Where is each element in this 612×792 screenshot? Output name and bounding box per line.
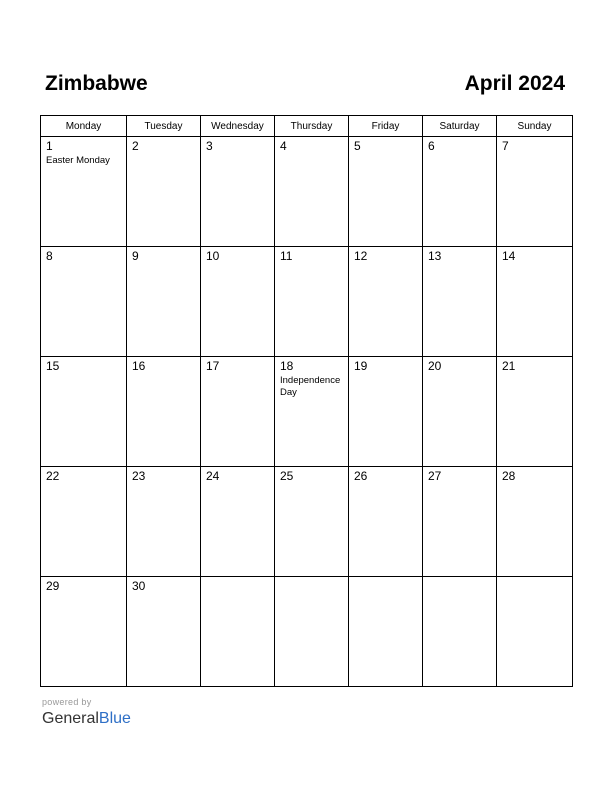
day-number: 9 [132, 249, 139, 263]
day-cell [127, 577, 201, 687]
day-cell [41, 247, 127, 357]
weekday-header: Saturday [423, 116, 497, 137]
day-number: 13 [428, 249, 442, 263]
day-number: 1 [46, 139, 53, 153]
country-title: Zimbabwe [45, 72, 148, 95]
day-cell [423, 247, 497, 357]
week-row [41, 357, 573, 467]
weekday-header: Sunday [497, 116, 573, 137]
day-cell [497, 247, 573, 357]
day-number: 23 [132, 469, 146, 483]
day-cell [423, 137, 497, 247]
powered-by-text: powered by [42, 697, 92, 707]
day-cell [497, 467, 573, 577]
day-cell [349, 467, 423, 577]
empty-day-cell [275, 577, 349, 687]
day-number: 18 [280, 359, 294, 373]
weekday-header: Thursday [275, 116, 349, 137]
day-number: 3 [206, 139, 213, 153]
day-number: 28 [502, 469, 516, 483]
week-row [41, 137, 573, 247]
day-number: 5 [354, 139, 361, 153]
day-number: 17 [206, 359, 220, 373]
day-number: 11 [280, 249, 293, 263]
day-cell [201, 247, 275, 357]
day-cell [41, 357, 127, 467]
day-cell [497, 357, 573, 467]
day-cell [275, 467, 349, 577]
logo-blue-text: Blue [98, 710, 131, 727]
day-number: 4 [280, 139, 287, 153]
weekday-header: Wednesday [201, 116, 275, 137]
empty-day-cell [423, 577, 497, 687]
day-cell [41, 577, 127, 687]
weekday-header: Friday [349, 116, 423, 137]
day-cell [349, 247, 423, 357]
holiday-label: Independence Day [280, 375, 341, 398]
day-cell [201, 357, 275, 467]
day-cell [41, 137, 127, 247]
day-number: 19 [354, 359, 368, 373]
week-row [41, 247, 573, 357]
weekday-header: Monday [41, 116, 127, 137]
day-cell [127, 357, 201, 467]
day-cell [349, 357, 423, 467]
day-number: 16 [132, 359, 146, 373]
day-number: 7 [502, 139, 509, 153]
day-number: 2 [132, 139, 139, 153]
day-number: 20 [428, 359, 442, 373]
day-cell [349, 137, 423, 247]
day-number: 27 [428, 469, 442, 483]
week-row [41, 577, 573, 687]
day-number: 25 [280, 469, 294, 483]
day-cell [423, 467, 497, 577]
day-number: 29 [46, 579, 60, 593]
day-number: 22 [46, 469, 60, 483]
day-number: 14 [502, 249, 516, 263]
day-cell [275, 137, 349, 247]
day-cell [127, 247, 201, 357]
day-cell [41, 467, 127, 577]
logo-general-text: General [42, 710, 99, 727]
empty-day-cell [497, 577, 573, 687]
day-number: 30 [132, 579, 146, 593]
weekday-header: Tuesday [127, 116, 201, 137]
weekday-header-row [41, 116, 573, 137]
day-cell [201, 467, 275, 577]
day-cell [423, 357, 497, 467]
day-number: 6 [428, 139, 435, 153]
day-cell [127, 137, 201, 247]
day-number: 26 [354, 469, 368, 483]
day-number: 24 [206, 469, 220, 483]
day-number: 8 [46, 249, 53, 263]
generalblue-logo [42, 709, 131, 729]
empty-day-cell [349, 577, 423, 687]
day-cell [127, 467, 201, 577]
day-number: 12 [354, 249, 368, 263]
day-cell [497, 137, 573, 247]
day-cell [275, 357, 349, 467]
day-number: 21 [502, 359, 516, 373]
empty-day-cell [201, 577, 275, 687]
holiday-label: Easter Monday [46, 155, 110, 166]
day-number: 10 [206, 249, 220, 263]
day-cell [275, 247, 349, 357]
day-number: 15 [46, 359, 60, 373]
calendar-grid [40, 115, 573, 687]
week-row [41, 467, 573, 577]
day-cell [201, 137, 275, 247]
month-title: April 2024 [464, 72, 565, 95]
footer-branding [42, 697, 131, 729]
